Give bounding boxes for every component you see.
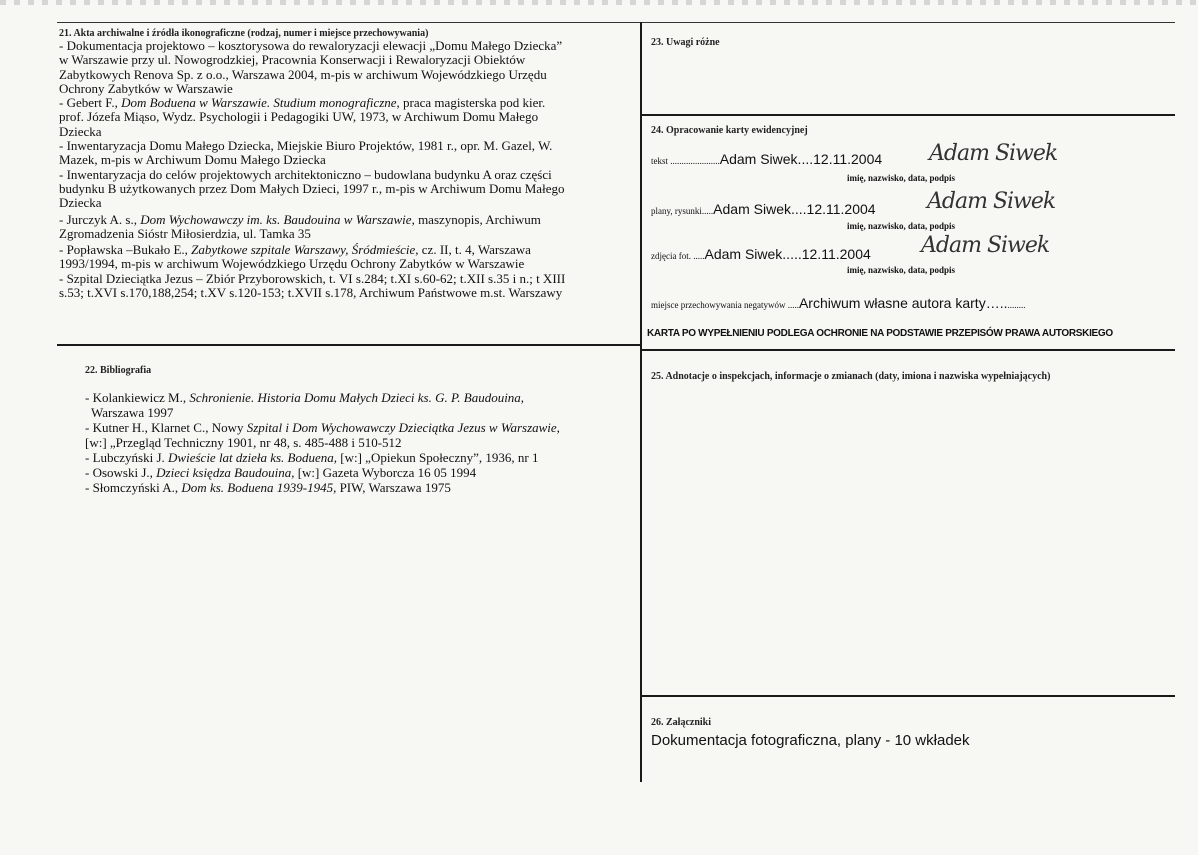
archive-line-post: , praca magisterska pod kier. (396, 95, 546, 111)
author-value: Adam Siwek....12.11.2004 (719, 151, 883, 167)
divider-25-26 (641, 695, 1175, 697)
archive-line: Zgromadzenia Sióstr Miłosierdzia, ul. Tamka 35 (59, 225, 311, 241)
signature-image: Adam Siwek (929, 141, 1058, 166)
archive-line: 1993/1994, m-pis w archiwum Wojewódzkiego Urzędu Ochrony Zabytków w Warszawie (59, 256, 525, 272)
divider-23-24 (641, 114, 1175, 116)
negatives-value: Archiwum własne autora karty….. (798, 295, 1008, 311)
archive-line: Ochrony Zabytków w Warszawie (59, 80, 233, 96)
archive-line: Dziecka (59, 195, 102, 211)
archive-line: s.53; t.XVI s.170,188,254; t.XV s.120-153; t.XVII s.178, Archiwum Państwowe m.st. Warszawy (59, 285, 563, 301)
archive-line-post: , maszynopis, Archiwum (411, 211, 541, 227)
archive-line: Zabytkowych Renova Sp. z o.o., Warszawa 2004, m-pis w archiwum Wojewódzkiego Urzędu (59, 66, 547, 82)
section-24 (647, 125, 1171, 347)
row-note: imię, nazwisko, data, podpis (847, 221, 956, 231)
archive-line-pre: - Jurczyk A. s., (59, 211, 141, 227)
bibliography-item (85, 405, 635, 420)
bibliography-list (85, 390, 635, 495)
divider-24-25 (641, 349, 1175, 351)
row-label: plany, rysunki..... (651, 206, 714, 216)
scan-edge (0, 0, 1198, 5)
record-card-frame (57, 22, 1175, 782)
row-note: imię, nazwisko, data, podpis (847, 265, 956, 275)
archive-line: Dziecka (59, 123, 102, 139)
section-24-caption: 24. Opracowanie karty ewidencyjnej (651, 125, 808, 136)
section-22-caption: 22. Bibliografia (85, 365, 152, 376)
bib-post: PIW, Warszawa 1975 (336, 480, 451, 495)
section-25 (651, 371, 1171, 382)
archive-line: - Szpital Dzieciątka Jezus – Zbiór Przyborowskich, t. VI s.284; t.XI s.60-62; t.XII s.35 i n.; t XIII (59, 270, 566, 286)
section-23-caption: 23. Uwagi różne (651, 37, 720, 48)
section-21-list (59, 39, 637, 300)
bibliography-item (85, 450, 635, 465)
archive-line (59, 213, 637, 227)
negatives-row (651, 295, 1171, 311)
row-label: tekst ...................... (651, 156, 720, 166)
archive-line (59, 96, 637, 110)
frame-top-border (57, 22, 1175, 23)
archive-line-pre: - Gebert F., (59, 95, 122, 111)
bib-post: [w:] Gazeta Wyborcza 16 05 1994 (294, 465, 477, 480)
section-26-caption: 26. Załączniki (651, 717, 712, 728)
copyright-warning: KARTA PO WYPEŁNIENIU PODLEGA OCHRONIE NA PODSTAWIE PRZEPISÓW PRAWA AUTORSKIEGO (647, 328, 1113, 339)
bib-pre: - Kolankiewicz M., (85, 390, 190, 405)
author-row-text (651, 151, 1171, 167)
bib-post: [w:] „Opiekun Społeczny”, 1936, nr 1 (337, 450, 539, 465)
archive-title: Dom Boduena w Warszawie. Studium monograficzne (121, 95, 397, 111)
section-21 (59, 28, 637, 300)
section-25-caption: 25. Adnotacje o inspekcjach, informacje o zmianach (daty, imiona i nazwiska wypełniających) (651, 371, 1051, 382)
bibliography-item (85, 435, 635, 450)
archive-line: budynku B użytkowanych przez Dom Małych Dzieci, 1997 r., m-pis w Archiwum Domu Małego (59, 180, 565, 196)
archive-line (59, 243, 637, 257)
archive-line: - Inwentaryzacja do celów projektowych architektoniczno – budowlana budynku A oraz części (59, 166, 552, 182)
bib-title: Dzieci księdza Baudouina, (156, 465, 295, 480)
column-divider (640, 22, 642, 782)
bib-pre: Warszawa 1997 (91, 405, 174, 420)
bib-title: Schronienie. Historia Domu Małych Dzieci ks. G. P. Baudouina, (189, 390, 525, 405)
author-value: Adam Siwek.....12.11.2004 (704, 246, 871, 262)
bibliography-item (85, 465, 635, 480)
divider-21-22 (57, 344, 641, 346)
bibliography-item (85, 420, 635, 435)
signature-image: Adam Siwek (927, 189, 1056, 214)
author-value: Adam Siwek....12.11.2004 (713, 201, 876, 217)
bib-title: Szpital i Dom Wychowawczy Dzieciątka Jezus w Warszawie, (246, 420, 560, 435)
archive-line: - Dokumentacja projektowo – kosztorysowa do rewaloryzacji elewacji „Domu Małego Dziecka” (59, 38, 563, 53)
section-21-caption: 21. Akta archiwalne i źródła ikonograficzne (rodzaj, numer i miejsce przechowywania) (59, 28, 429, 39)
bibliography-item (85, 390, 635, 405)
row-label: zdjęcia fot. ..... (651, 251, 705, 261)
bib-pre: - Słomczyński A., (85, 480, 182, 495)
archive-line-post: , cz. II, t. 4, Warszawa (415, 242, 531, 258)
bib-title: Dwieście lat dzieła ks. Boduena, (168, 450, 338, 465)
section-22 (85, 365, 635, 495)
bib-pre: [w:] „Przegląd Techniczny 1901, nr 48, s. 485-488 i 510-512 (85, 435, 402, 450)
section-26 (651, 717, 1171, 749)
archive-title: Dom Wychowawczy im. ks. Baudouina w Warszawie (140, 211, 412, 227)
archive-line: Mazek, m-pis w Archiwum Domu Małego Dziecka (59, 152, 326, 168)
bib-pre: - Lubczyński J. (85, 450, 169, 465)
bib-title: Dom ks. Boduena 1939-1945, (181, 480, 337, 495)
signature-image: Adam Siwek (921, 233, 1050, 258)
archive-title: Zabytkowe szpitale Warszawy, Śródmieście (191, 242, 416, 258)
bib-pre: - Kutner H., Klarnet C., Nowy (85, 420, 247, 435)
row-note: imię, nazwisko, data, podpis (847, 173, 956, 183)
attachments-text: Dokumentacja fotograficzna, plany - 10 wkładek (651, 732, 970, 749)
author-row-plans (651, 201, 1171, 217)
negatives-tail: ........ (1007, 300, 1026, 310)
author-row-photos (651, 246, 1171, 262)
archive-line: prof. Józefa Miąso, Wydz. Psychologii i Pedagogiki UW, 1973, w Archiwum Domu Małego (59, 109, 539, 125)
section-23 (651, 37, 1151, 48)
bibliography-item (85, 480, 635, 495)
archive-line: w Warszawie przy ul. Nowogrodzkiej, Pracownia Konserwacji i Rewaloryzacji Obiektów (59, 52, 526, 68)
archive-line-pre: - Popławska –Bukało E., (59, 242, 192, 258)
archive-line: - Inwentaryzacja Domu Małego Dziecka, Miejskie Biuro Projektów, 1981 r., opr. M. Gazel, W. (59, 138, 553, 154)
bib-pre: - Osowski J., (85, 465, 157, 480)
negatives-label: miejsce przechowywania negatywów ..... (651, 300, 799, 310)
